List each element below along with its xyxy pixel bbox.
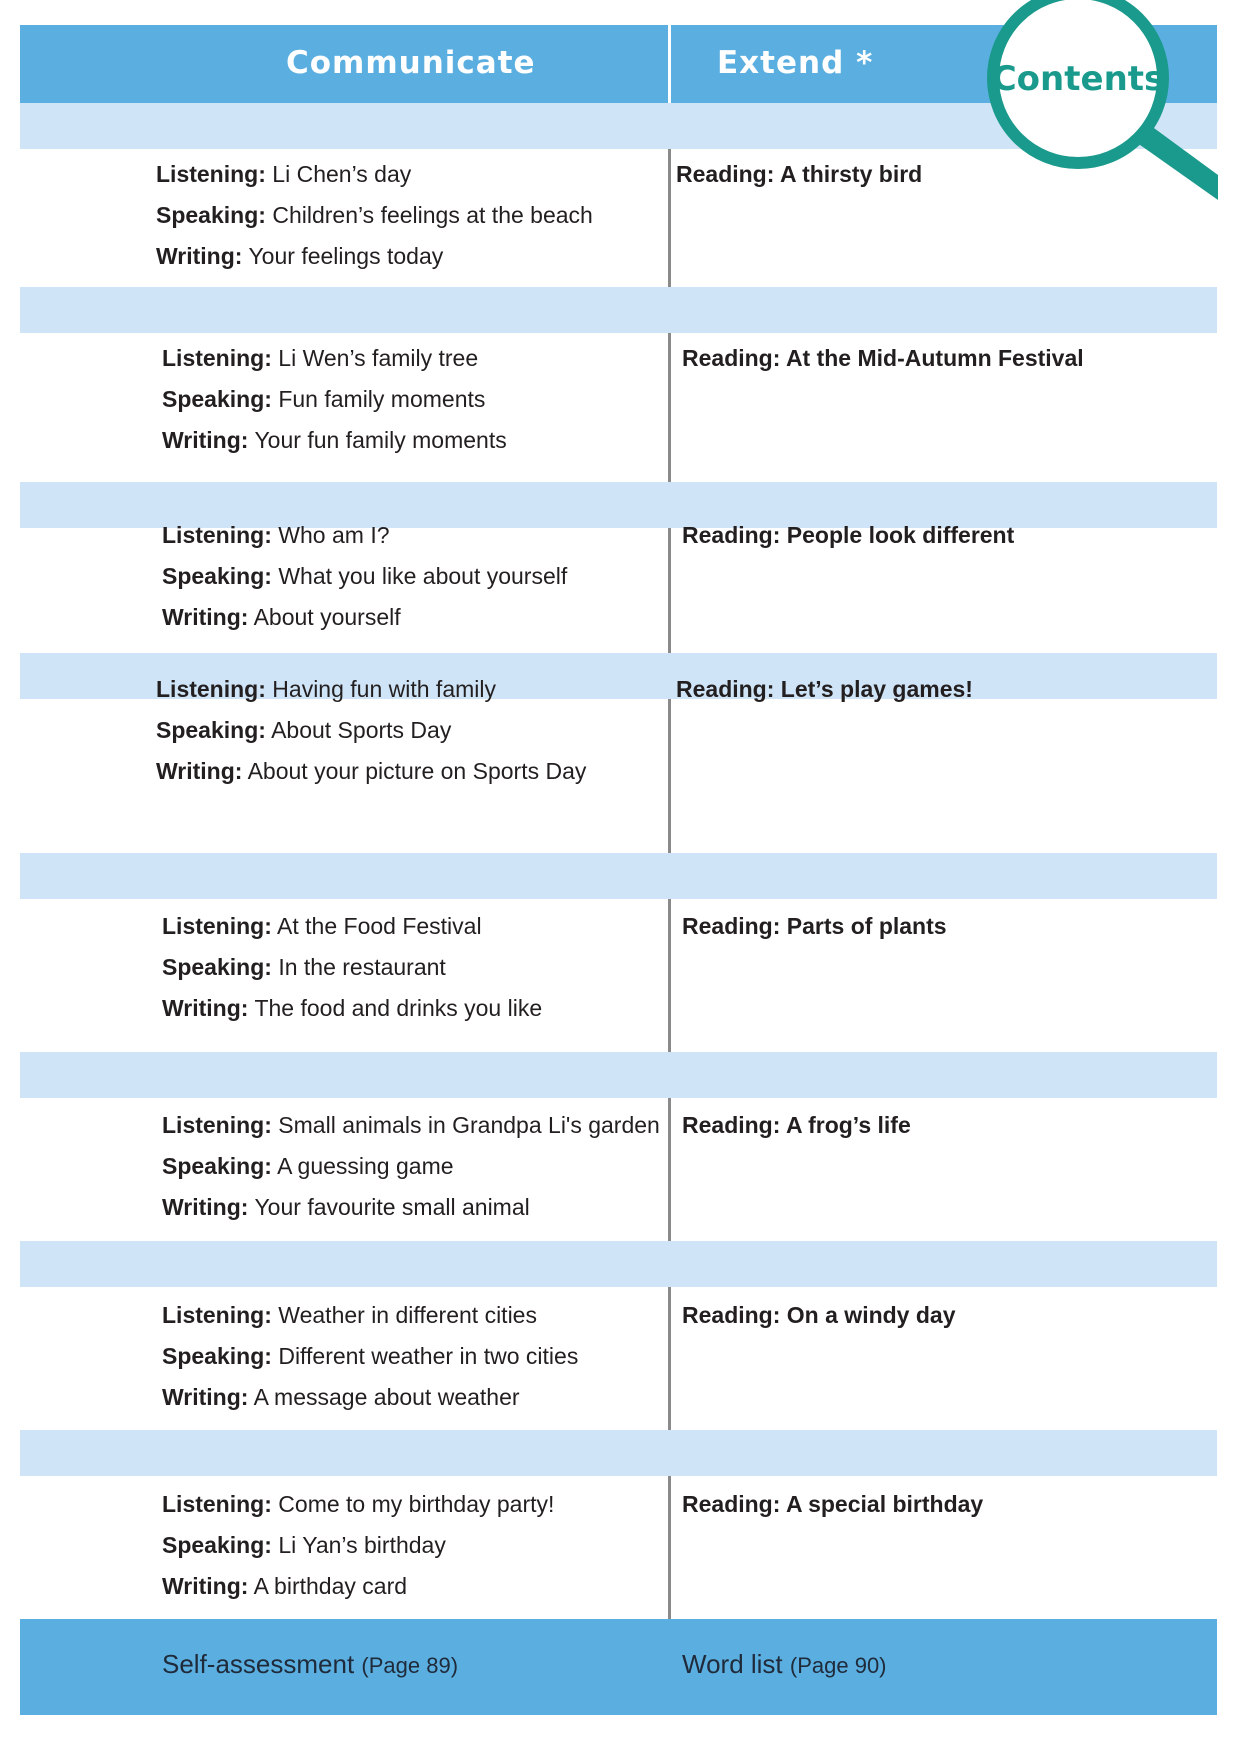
speaking-line: Speaking: Children’s feelings at the beach <box>156 202 593 228</box>
listening-topic: Weather in different cities <box>278 1302 537 1328</box>
listening-topic: Having fun with family <box>272 676 496 702</box>
writing-label: Writing <box>162 995 241 1021</box>
listening-topic: Who am I? <box>278 522 390 548</box>
writing-label: Writing <box>162 427 241 453</box>
reading-label: Reading <box>682 345 773 371</box>
writing-label: Writing <box>156 758 235 784</box>
speaking-topic: Li Yan’s birthday <box>278 1532 446 1558</box>
reading-line: Reading: At the Mid-Autumn Festival <box>682 345 1084 371</box>
reading-topic: A frog’s life <box>785 1112 911 1138</box>
word-list-page: (Page 90) <box>789 1653 887 1678</box>
header-divider <box>668 25 671 103</box>
speaking-line: Speaking: A guessing game <box>162 1153 454 1179</box>
reading-line: Reading: Parts of plants <box>682 913 947 939</box>
listening-topic: At the Food Festival <box>277 913 482 939</box>
extend-cell <box>676 669 973 710</box>
column-divider <box>668 333 671 482</box>
speaking-line: Speaking: In the restaurant <box>162 954 446 980</box>
listening-line: Listening: Li Chen’s day <box>156 161 412 187</box>
writing-line: Writing: Your favourite small animal <box>162 1194 530 1220</box>
writing-label: Writing <box>156 243 235 269</box>
writing-label: Writing <box>162 1384 241 1410</box>
column-divider <box>668 1287 671 1430</box>
speaking-topic: Fun family moments <box>278 386 486 412</box>
listening-label: Listening <box>162 913 265 939</box>
speaking-line: Speaking: Fun family moments <box>162 386 486 412</box>
self-assessment-entry <box>162 1649 458 1680</box>
speaking-label: Speaking <box>156 202 259 228</box>
communicate-heading: Communicate <box>286 45 536 81</box>
writing-topic: Your fun family moments <box>254 427 507 453</box>
listening-label: Listening <box>162 1302 265 1328</box>
communicate-cell <box>162 906 542 1029</box>
reading-topic: On a windy day <box>786 1302 956 1328</box>
writing-line: Writing: Your feelings today <box>156 243 444 269</box>
listening-topic: Li Chen’s day <box>272 161 412 187</box>
writing-topic: A birthday card <box>253 1573 408 1599</box>
reading-label: Reading <box>682 1491 773 1517</box>
reading-topic: A thirsty bird <box>779 161 923 187</box>
extend-cell <box>682 1295 956 1336</box>
communicate-cell <box>156 154 593 277</box>
writing-line: Writing: The food and drinks you like <box>162 995 543 1021</box>
speaking-topic: Different weather in two cities <box>278 1343 579 1369</box>
unit-band <box>20 287 1217 333</box>
reading-topic: A special birthday <box>785 1491 984 1517</box>
reading-label: Reading <box>682 1112 773 1138</box>
speaking-label: Speaking <box>162 1343 265 1369</box>
communicate-cell <box>162 338 507 461</box>
extend-cell <box>682 1105 911 1146</box>
table-footer <box>20 1619 1217 1715</box>
word-list-entry <box>682 1649 887 1680</box>
writing-line: Writing: A birthday card <box>162 1573 408 1599</box>
speaking-line: Speaking: Li Yan’s birthday <box>162 1532 446 1558</box>
reading-topic: People look different <box>786 522 1015 548</box>
self-assessment-label: Self-assessment <box>162 1649 355 1679</box>
extend-heading: Extend * <box>717 45 874 81</box>
listening-topic: Li Wen’s family tree <box>278 345 479 371</box>
speaking-topic: In the restaurant <box>278 954 446 980</box>
writing-line: Writing: About yourself <box>162 604 401 630</box>
magnifier-icon <box>968 0 1218 200</box>
extend-cell <box>682 515 1014 556</box>
extend-cell <box>682 906 947 947</box>
contents-table <box>20 25 1217 1722</box>
reading-line: Reading: Let’s play games! <box>676 676 973 702</box>
reading-label: Reading <box>676 161 767 187</box>
column-divider <box>668 1098 671 1241</box>
speaking-label: Speaking <box>162 1153 265 1179</box>
reading-line: Reading: On a windy day <box>682 1302 956 1328</box>
writing-line: Writing: About your picture on Sports Day <box>156 758 587 784</box>
writing-topic: A message about weather <box>253 1384 520 1410</box>
reading-topic: Let’s play games! <box>780 676 973 702</box>
speaking-label: Speaking <box>162 563 265 589</box>
listening-label: Listening <box>156 161 259 187</box>
listening-label: Listening <box>162 1112 265 1138</box>
writing-label: Writing <box>162 1194 241 1220</box>
column-divider <box>668 528 671 653</box>
speaking-topic: A guessing game <box>277 1153 454 1179</box>
listening-line: Listening: Weather in different cities <box>162 1302 537 1328</box>
reading-label: Reading <box>676 676 767 702</box>
column-divider <box>668 1476 671 1619</box>
communicate-cell <box>162 1295 578 1418</box>
reading-line: Reading: People look different <box>682 522 1015 548</box>
reading-label: Reading <box>682 522 773 548</box>
speaking-topic: Children’s feelings at the beach <box>272 202 593 228</box>
self-assessment-page: (Page 89) <box>361 1653 459 1678</box>
unit-band <box>20 853 1217 899</box>
reading-topic: At the Mid-Autumn Festival <box>785 345 1084 371</box>
listening-line: Listening: Having fun with family <box>156 676 496 702</box>
listening-label: Listening <box>162 345 265 371</box>
writing-label: Writing <box>162 1573 241 1599</box>
listening-line: Listening: Who am I? <box>162 522 390 548</box>
writing-topic: About your picture on Sports Day <box>247 758 587 784</box>
contents-badge-label: Contents <box>991 59 1165 99</box>
reading-line: Reading: A frog’s life <box>682 1112 911 1138</box>
reading-line: Reading: A thirsty bird <box>676 161 923 187</box>
listening-line: Listening: Come to my birthday party! <box>162 1491 555 1517</box>
speaking-line: Speaking: Different weather in two cities <box>162 1343 579 1369</box>
listening-topic: Small animals in Grandpa Li's garden <box>278 1112 660 1138</box>
speaking-topic: What you like about yourself <box>278 563 568 589</box>
reading-line: Reading: A special birthday <box>682 1491 984 1517</box>
communicate-cell <box>156 669 586 792</box>
column-divider <box>668 699 671 853</box>
reading-label: Reading <box>682 913 773 939</box>
listening-label: Listening <box>162 1491 265 1517</box>
unit-band <box>20 1052 1217 1098</box>
writing-line: Writing: A message about weather <box>162 1384 520 1410</box>
speaking-line: Speaking: About Sports Day <box>156 717 452 743</box>
unit-band <box>20 1430 1217 1476</box>
writing-line: Writing: Your fun family moments <box>162 427 507 453</box>
listening-label: Listening <box>156 676 259 702</box>
listening-topic: Come to my birthday party! <box>278 1491 555 1517</box>
contents-badge <box>968 0 1218 200</box>
speaking-line: Speaking: What you like about yourself <box>162 563 568 589</box>
speaking-label: Speaking <box>162 954 265 980</box>
writing-topic: Your feelings today <box>248 243 444 269</box>
extend-cell <box>676 154 922 195</box>
communicate-cell <box>162 515 567 638</box>
writing-topic: The food and drinks you like <box>254 995 543 1021</box>
writing-label: Writing <box>162 604 241 630</box>
column-divider <box>668 899 671 1052</box>
reading-topic: Parts of plants <box>786 913 947 939</box>
listening-line: Listening: Li Wen’s family tree <box>162 345 479 371</box>
speaking-label: Speaking <box>162 386 265 412</box>
extend-cell <box>682 338 1084 379</box>
unit-band <box>20 1241 1217 1287</box>
listening-line: Listening: At the Food Festival <box>162 913 482 939</box>
communicate-cell <box>162 1105 660 1228</box>
listening-label: Listening <box>162 522 265 548</box>
speaking-label: Speaking <box>156 717 259 743</box>
communicate-cell <box>162 1484 554 1607</box>
writing-topic: About yourself <box>253 604 401 630</box>
speaking-label: Speaking <box>162 1532 265 1558</box>
column-divider <box>668 149 671 287</box>
extend-cell <box>682 1484 983 1525</box>
word-list-label: Word list <box>682 1649 783 1679</box>
listening-line: Listening: Small animals in Grandpa Li's garden <box>162 1112 660 1138</box>
speaking-topic: About Sports Day <box>271 717 452 743</box>
writing-topic: Your favourite small animal <box>254 1194 530 1220</box>
reading-label: Reading <box>682 1302 773 1328</box>
